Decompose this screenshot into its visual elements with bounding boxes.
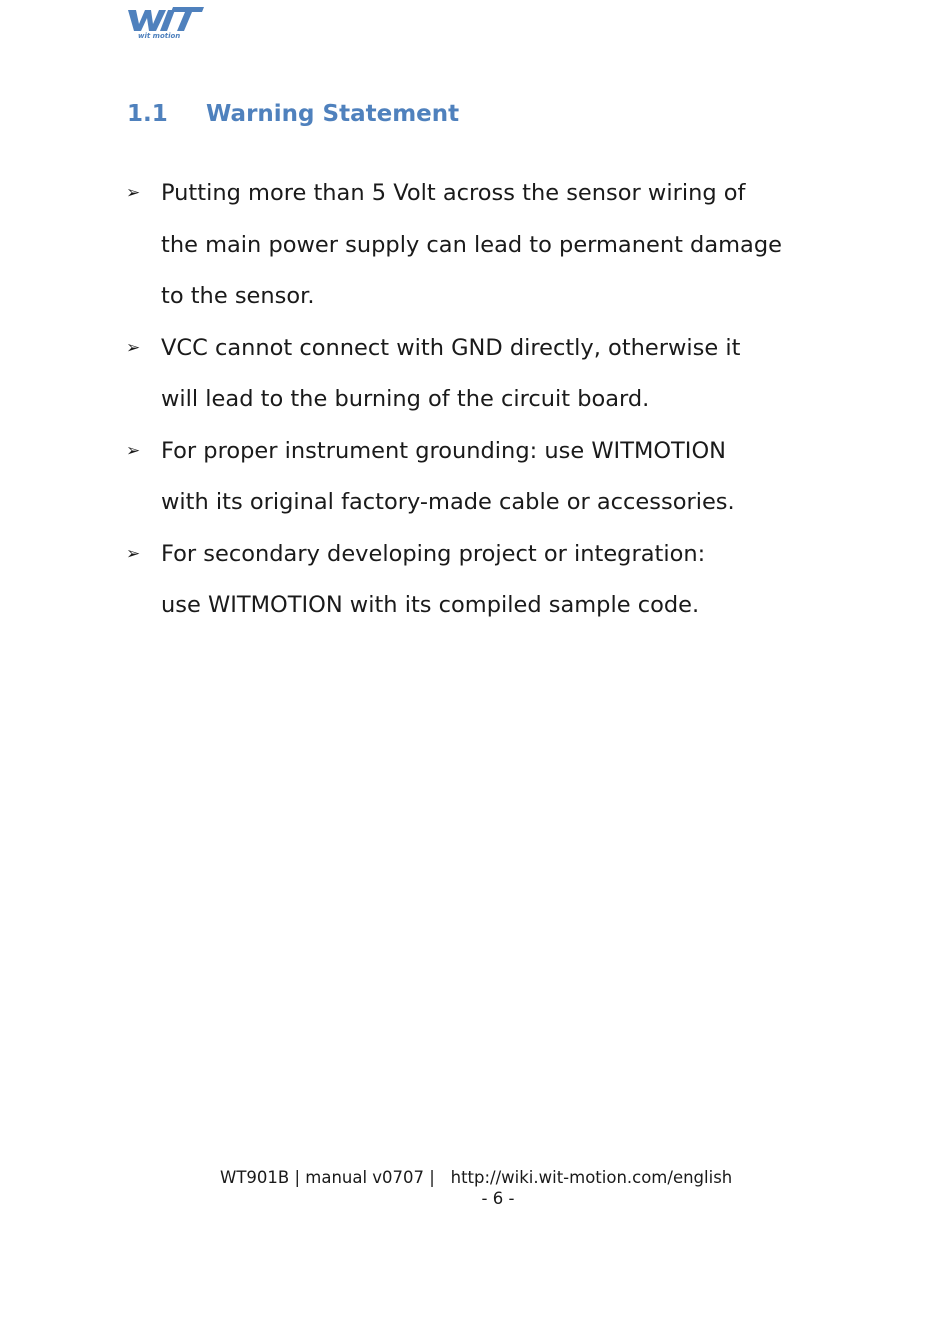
section-heading bbox=[127, 101, 459, 127]
wit-motion-logo bbox=[126, 4, 206, 40]
warning-line: For proper instrument grounding: use WITMOTION bbox=[161, 437, 726, 464]
warning-line: use WITMOTION with its compiled sample code. bbox=[161, 592, 700, 618]
arrow-bullet-icon: ➢ bbox=[126, 543, 141, 564]
warning-item bbox=[126, 426, 826, 529]
svg-text:wit motion: wit motion bbox=[138, 32, 181, 40]
warning-line: with its original factory-made cable or accessories. bbox=[161, 489, 735, 515]
page-number: - 6 - bbox=[481, 1189, 515, 1208]
warning-item bbox=[126, 323, 826, 426]
footer-url[interactable]: http://wiki.wit-motion.com/english bbox=[450, 1168, 733, 1187]
warning-line: to the sensor. bbox=[161, 283, 315, 309]
warning-line: will lead to the burning of the circuit board. bbox=[161, 386, 650, 412]
warning-item bbox=[126, 168, 826, 323]
section-number: 1.1 bbox=[127, 101, 168, 127]
footer-product: WT901B | manual v0707 | bbox=[220, 1168, 435, 1187]
warning-line: For secondary developing project or integration: bbox=[161, 540, 706, 567]
arrow-bullet-icon: ➢ bbox=[126, 183, 141, 203]
warning-item bbox=[126, 529, 826, 632]
warning-line: the main power supply can lead to permanent damage bbox=[161, 231, 782, 258]
footer-info bbox=[220, 1167, 732, 1189]
section-title: Warning Statement bbox=[206, 101, 460, 127]
arrow-bullet-icon: ➢ bbox=[126, 337, 141, 358]
warning-list bbox=[126, 168, 826, 632]
arrow-bullet-icon: ➢ bbox=[126, 440, 141, 461]
wit-logo-icon bbox=[126, 4, 206, 40]
warning-line: VCC cannot connect with GND directly, otherwise it bbox=[161, 334, 741, 361]
warning-line: Putting more than 5 Volt across the sensor wiring of bbox=[161, 180, 746, 206]
